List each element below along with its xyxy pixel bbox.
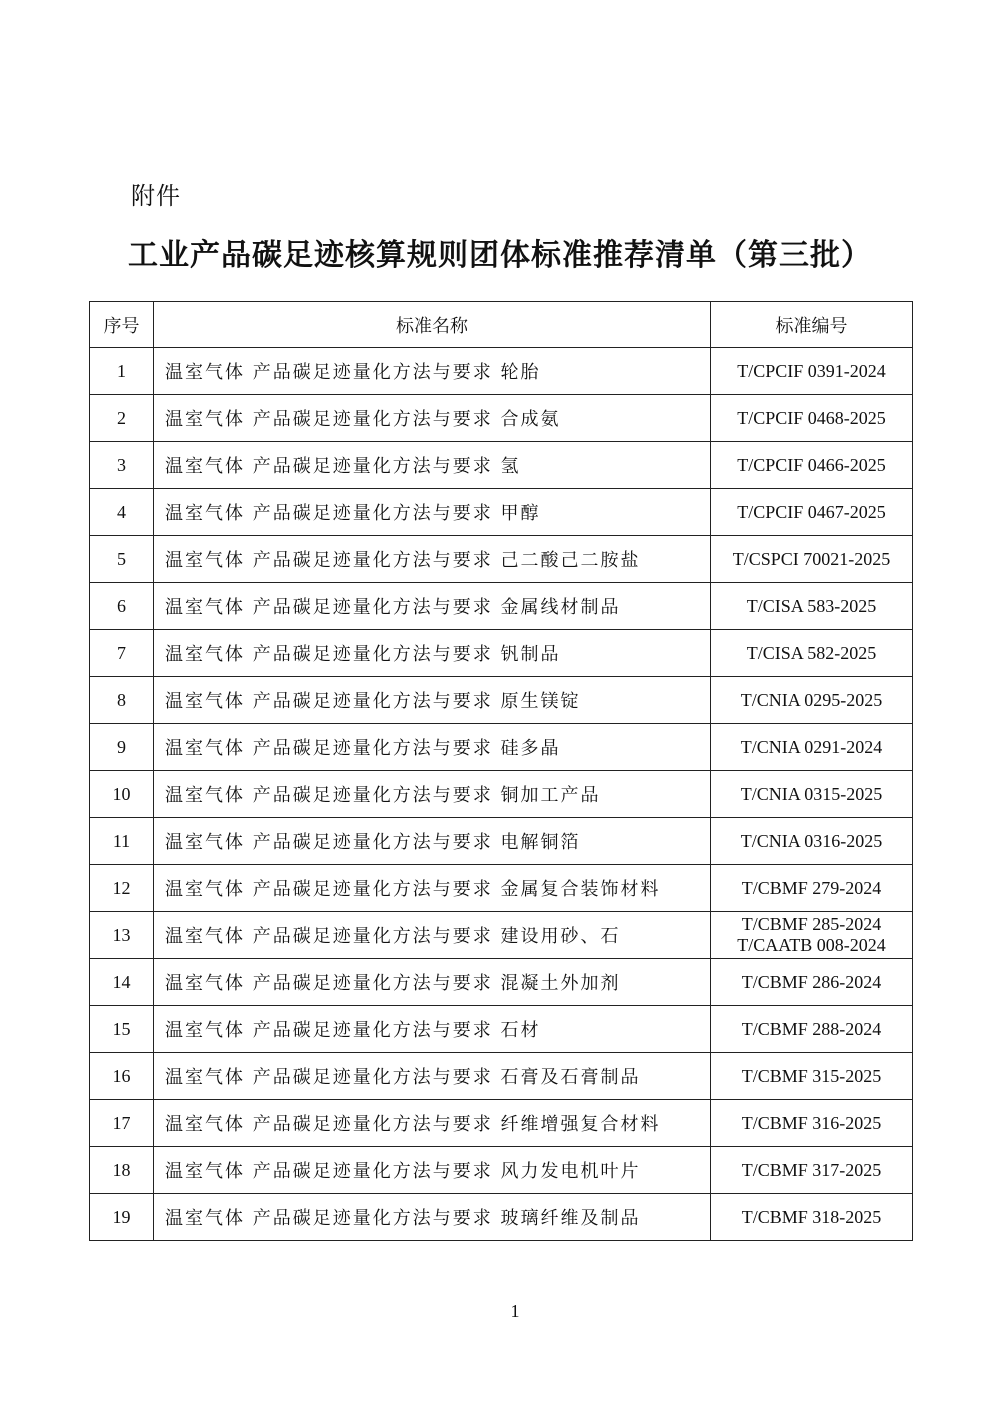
row-seq: 17 — [90, 1100, 154, 1147]
row-standard-name: 温室气体 产品碳足迹量化方法与要求 风力发电机叶片 — [154, 1147, 711, 1194]
table-body — [90, 348, 913, 1241]
row-standard-code — [711, 489, 913, 536]
column-header-name: 标准名称 — [154, 302, 711, 348]
standard-code: T/CBMF 279-2024 — [741, 877, 882, 898]
row-standard-code — [711, 959, 913, 1006]
table-row — [90, 771, 913, 818]
standard-code: T/CBMF 318-2025 — [741, 1206, 882, 1227]
row-standard-code — [711, 442, 913, 489]
table-row — [90, 630, 913, 677]
table-row — [90, 677, 913, 724]
standard-code: T/CNIA 0291-2024 — [740, 736, 883, 757]
row-standard-name: 温室气体 产品碳足迹量化方法与要求 轮胎 — [154, 348, 711, 395]
row-standard-name: 温室气体 产品碳足迹量化方法与要求 建设用砂、石 — [154, 912, 711, 959]
row-standard-code — [711, 1194, 913, 1241]
row-standard-name: 温室气体 产品碳足迹量化方法与要求 铜加工产品 — [154, 771, 711, 818]
row-seq: 2 — [90, 395, 154, 442]
table-row — [90, 818, 913, 865]
row-standard-name: 温室气体 产品碳足迹量化方法与要求 合成氨 — [154, 395, 711, 442]
row-seq: 11 — [90, 818, 154, 865]
row-seq: 12 — [90, 865, 154, 912]
table-row — [90, 912, 913, 959]
row-standard-name: 温室气体 产品碳足迹量化方法与要求 石膏及石膏制品 — [154, 1053, 711, 1100]
table-row — [90, 1147, 913, 1194]
table-row — [90, 865, 913, 912]
row-standard-code — [711, 1100, 913, 1147]
row-standard-name: 温室气体 产品碳足迹量化方法与要求 石材 — [154, 1006, 711, 1053]
standard-code: T/CBMF 315-2025 — [741, 1065, 882, 1086]
table-row — [90, 1006, 913, 1053]
row-seq: 9 — [90, 724, 154, 771]
standard-code: T/CAATB 008-2024 — [737, 935, 886, 955]
row-standard-name: 温室气体 产品碳足迹量化方法与要求 电解铜箔 — [154, 818, 711, 865]
standard-code: T/CISA 582-2025 — [746, 642, 877, 663]
table-header-row — [90, 302, 913, 348]
row-standard-code — [711, 865, 913, 912]
table-row — [90, 724, 913, 771]
standard-code: T/CPCIF 0391-2024 — [737, 360, 886, 381]
page-number: 1 — [510, 1301, 520, 1321]
row-standard-name: 温室气体 产品碳足迹量化方法与要求 混凝土外加剂 — [154, 959, 711, 1006]
row-standard-name: 温室气体 产品碳足迹量化方法与要求 钒制品 — [154, 630, 711, 677]
standard-code: T/CISA 583-2025 — [746, 595, 877, 616]
row-standard-name: 温室气体 产品碳足迹量化方法与要求 甲醇 — [154, 489, 711, 536]
row-standard-code — [711, 630, 913, 677]
standard-code: T/CNIA 0316-2025 — [740, 830, 883, 851]
row-seq: 3 — [90, 442, 154, 489]
standard-code: T/CBMF 286-2024 — [741, 971, 882, 992]
row-seq: 15 — [90, 1006, 154, 1053]
row-standard-code — [711, 771, 913, 818]
row-standard-name: 温室气体 产品碳足迹量化方法与要求 金属复合装饰材料 — [154, 865, 711, 912]
standard-code: T/CNIA 0295-2025 — [740, 689, 883, 710]
row-standard-name: 温室气体 产品碳足迹量化方法与要求 纤维增强复合材料 — [154, 1100, 711, 1147]
standard-code: T/CPCIF 0468-2025 — [737, 407, 886, 428]
row-standard-name: 温室气体 产品碳足迹量化方法与要求 氢 — [154, 442, 711, 489]
row-standard-code — [711, 1147, 913, 1194]
row-standard-code — [711, 1053, 913, 1100]
row-standard-name: 温室气体 产品碳足迹量化方法与要求 玻璃纤维及制品 — [154, 1194, 711, 1241]
row-standard-name: 温室气体 产品碳足迹量化方法与要求 原生镁锭 — [154, 677, 711, 724]
table-row — [90, 442, 913, 489]
table-row — [90, 489, 913, 536]
standard-code: T/CNIA 0315-2025 — [740, 783, 883, 804]
row-standard-name: 温室气体 产品碳足迹量化方法与要求 己二酸己二胺盐 — [154, 536, 711, 583]
row-seq: 4 — [90, 489, 154, 536]
row-standard-code — [711, 536, 913, 583]
table-row — [90, 536, 913, 583]
row-standard-code — [711, 395, 913, 442]
standards-table — [89, 301, 913, 1241]
row-seq: 13 — [90, 912, 154, 959]
row-standard-code — [711, 583, 913, 630]
row-standard-name: 温室气体 产品碳足迹量化方法与要求 硅多晶 — [154, 724, 711, 771]
row-standard-code — [711, 1006, 913, 1053]
row-standard-code — [711, 348, 913, 395]
row-seq: 5 — [90, 536, 154, 583]
table-row — [90, 348, 913, 395]
standard-code: T/CBMF 317-2025 — [741, 1159, 882, 1180]
standard-code: T/CBMF 288-2024 — [741, 1018, 882, 1039]
row-seq: 14 — [90, 959, 154, 1006]
row-standard-code — [711, 912, 913, 959]
row-seq: 7 — [90, 630, 154, 677]
row-standard-code — [711, 724, 913, 771]
table-row — [90, 1100, 913, 1147]
column-header-code: 标准编号 — [711, 302, 913, 348]
row-seq: 1 — [90, 348, 154, 395]
row-seq: 18 — [90, 1147, 154, 1194]
document-title: 工业产品碳足迹核算规则团体标准推荐清单（第三批） — [128, 238, 872, 273]
row-seq: 6 — [90, 583, 154, 630]
standard-code: T/CPCIF 0467-2025 — [737, 501, 886, 522]
table-row — [90, 1053, 913, 1100]
row-standard-code — [711, 818, 913, 865]
table-row — [90, 1194, 913, 1241]
column-header-seq: 序号 — [90, 302, 154, 348]
attachment-label: 附件 — [131, 182, 181, 210]
row-standard-code — [711, 677, 913, 724]
table-row — [90, 395, 913, 442]
row-seq: 10 — [90, 771, 154, 818]
standard-code: T/CSPCI 70021-2025 — [732, 548, 891, 569]
standard-code: T/CBMF 316-2025 — [741, 1112, 882, 1133]
row-seq: 16 — [90, 1053, 154, 1100]
standard-code: T/CBMF 285-2024 — [741, 914, 882, 934]
table-row — [90, 959, 913, 1006]
standard-code: T/CPCIF 0466-2025 — [737, 454, 886, 475]
row-standard-name: 温室气体 产品碳足迹量化方法与要求 金属线材制品 — [154, 583, 711, 630]
table-row — [90, 583, 913, 630]
row-seq: 8 — [90, 677, 154, 724]
row-seq: 19 — [90, 1194, 154, 1241]
